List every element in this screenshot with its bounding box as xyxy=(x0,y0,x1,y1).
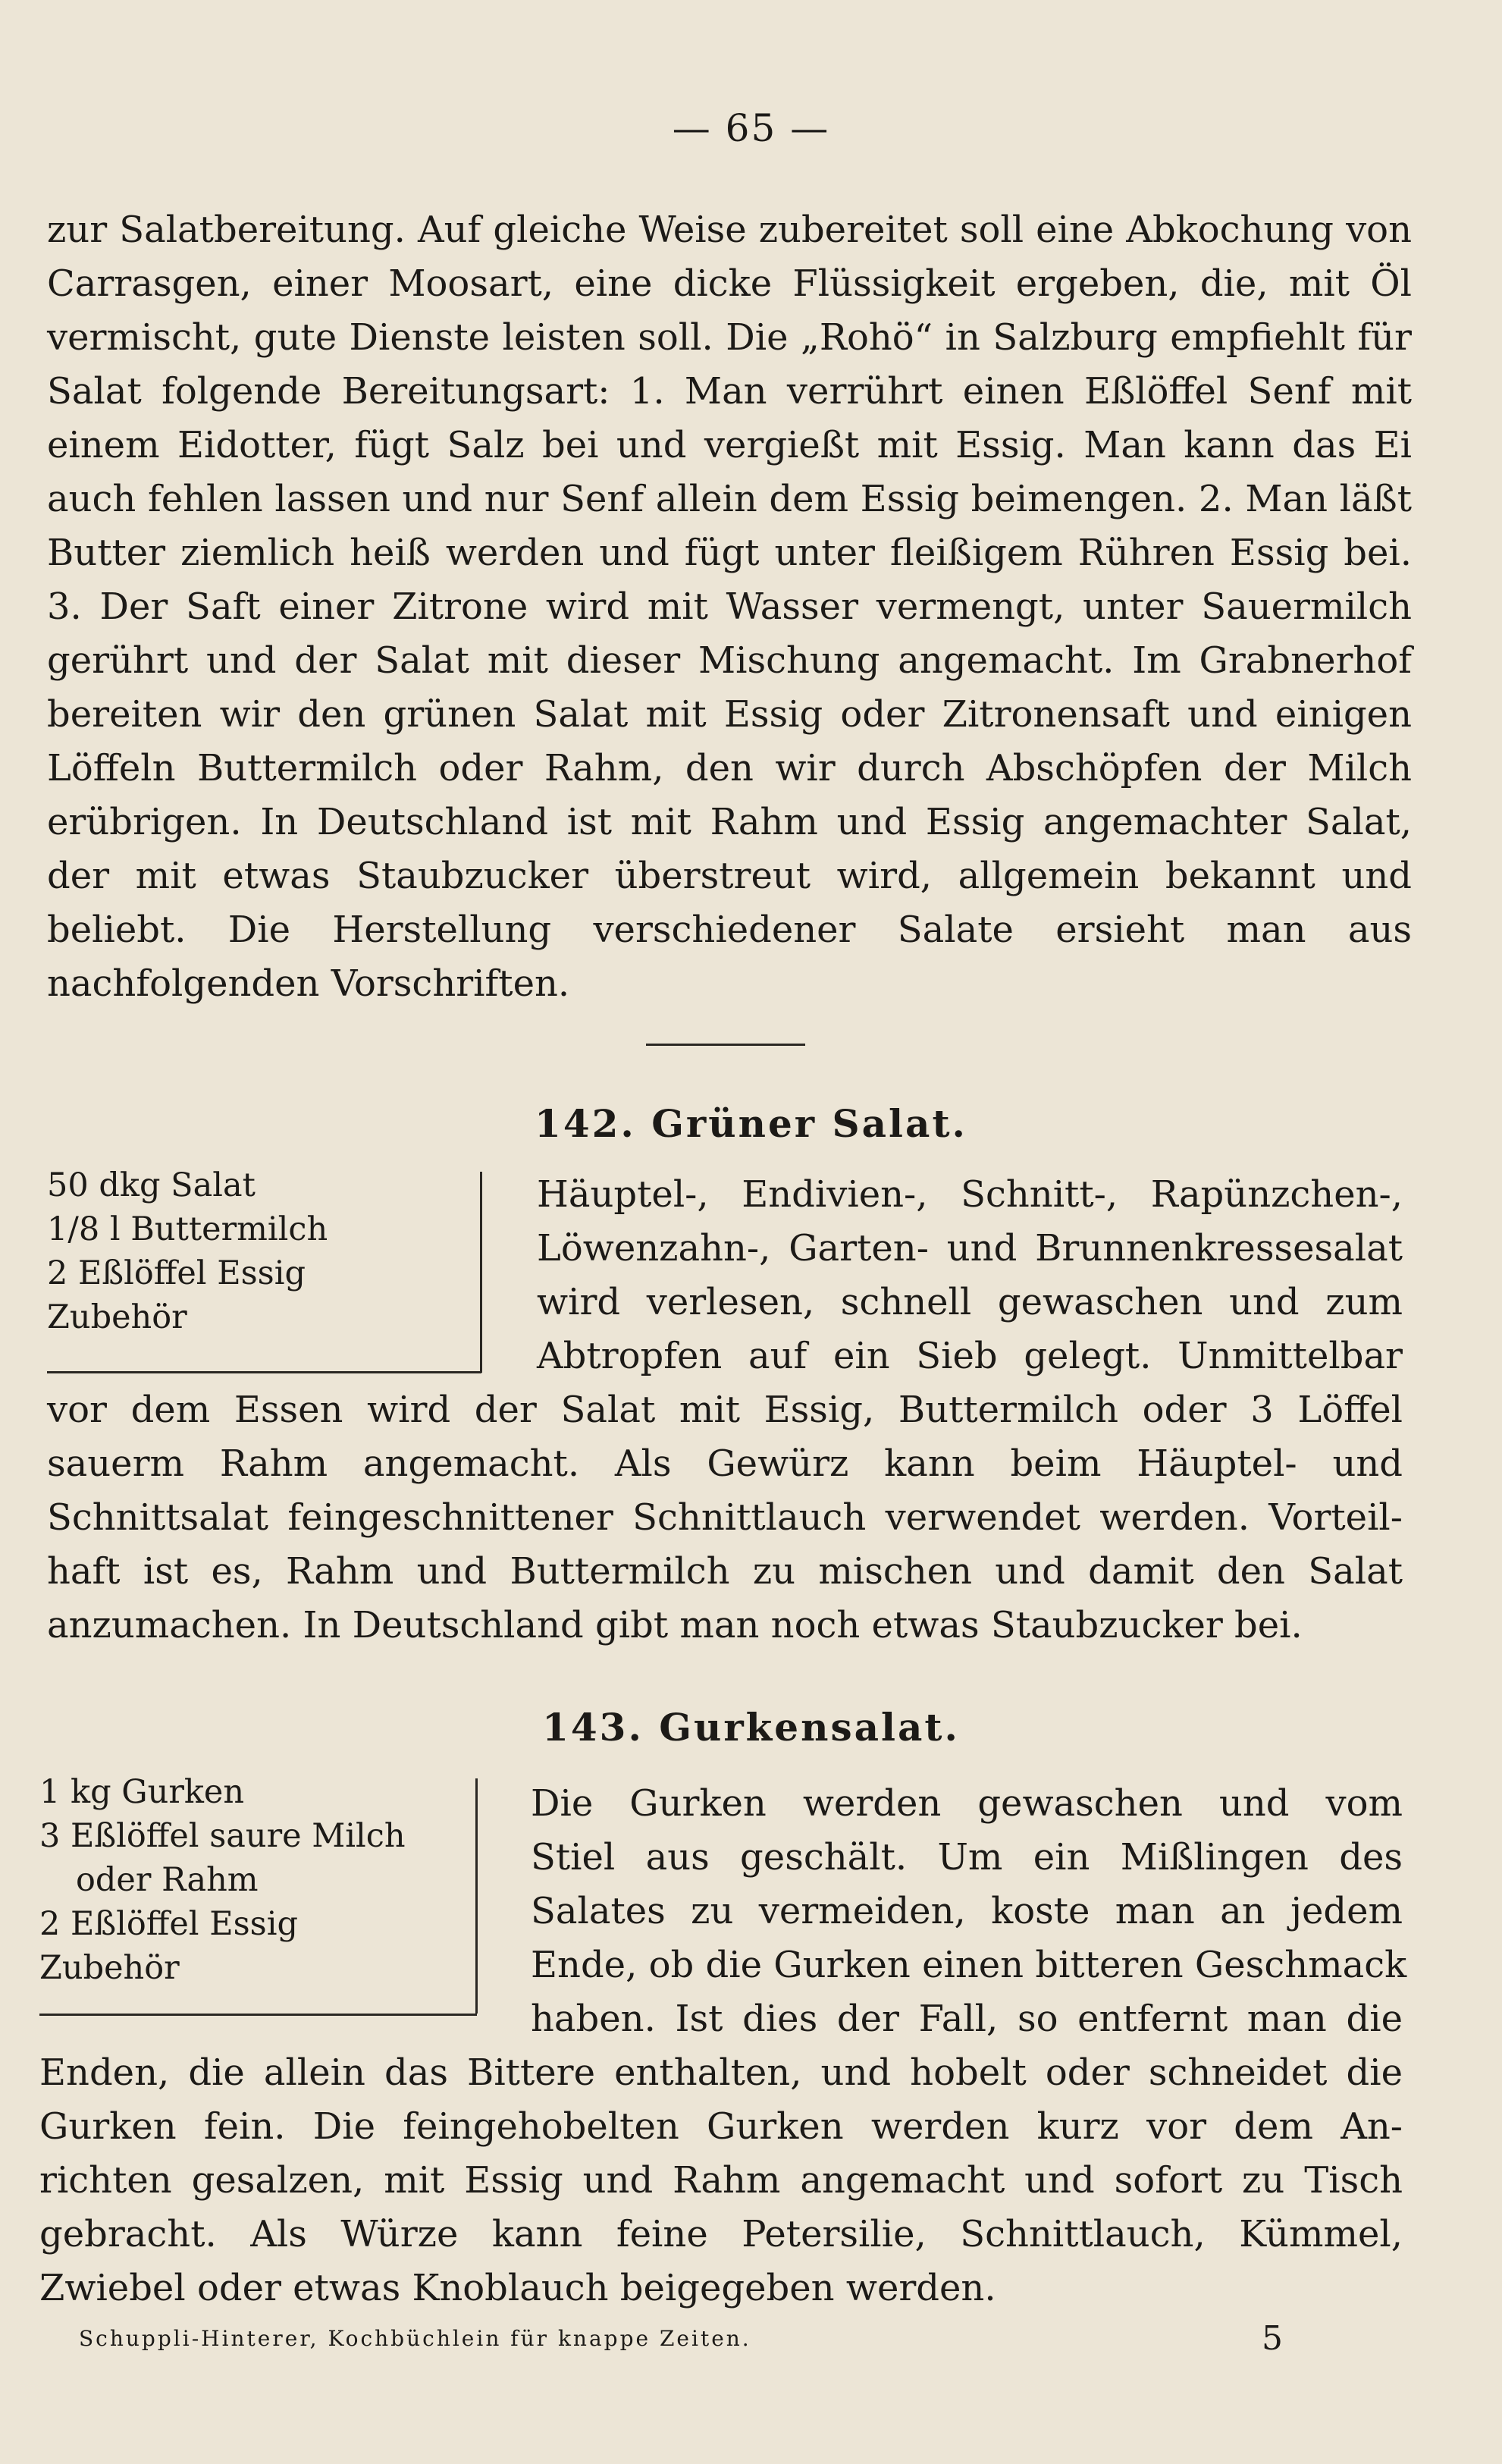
ingredient-box-rule-vertical xyxy=(475,1778,478,2014)
page-number: — 65 — xyxy=(672,106,830,150)
ingredient-item: 1/8 l Buttermilch xyxy=(47,1210,328,1248)
text-line: wird verlesen, schnell gewaschen und zum xyxy=(537,1281,1403,1323)
text-line: Die Gurken werden gewaschen und vom xyxy=(531,1782,1403,1825)
ingredient-item: 2 Eßlöffel Essig xyxy=(47,1254,306,1292)
ingredient-box-rule-horizontal xyxy=(47,1371,481,1373)
recipe-143-ingredients xyxy=(39,1770,406,1990)
ingredient-item: 1 kg Gurken xyxy=(39,1773,245,1811)
text-line: Stiel aus geschält. Um ein Mißlingen des xyxy=(531,1836,1403,1879)
text-line: Zwiebel oder etwas Knoblauch beigegeben werden. xyxy=(39,2267,996,2309)
ingredient-item: Zubehör xyxy=(39,1949,180,1987)
text-line: haben. Ist dies der Fall, so entfernt man die xyxy=(531,1998,1403,2040)
recipe-142-text-top xyxy=(537,1168,1403,1383)
signature-mark: 5 xyxy=(1262,2319,1283,2358)
ingredient-item: 3 Eßlöffel saure Milch xyxy=(39,1817,406,1855)
text-line: Ende, ob die Gurken einen bitteren Geschmack xyxy=(531,1944,1407,1986)
text-line: Gurken fein. Die feingehobelten Gurken werden kurz vor dem An- xyxy=(39,2105,1403,2148)
text-line: gebracht. Als Würze kann feine Petersilie, Schnittlauch, Kümmel, xyxy=(39,2213,1403,2255)
section-divider xyxy=(646,1044,805,1046)
recipe-142-ingredients xyxy=(47,1163,328,1339)
recipe-142-title: 142. Grüner Salat. xyxy=(535,1101,967,1146)
text-line: Abtropfen auf ein Sieb gelegt. Unmittelbar xyxy=(537,1335,1403,1377)
recipe-143-title: 143. Gurkensalat. xyxy=(542,1705,960,1750)
ingredient-item: Zubehör xyxy=(47,1298,187,1336)
text-line: Schnittsalat feingeschnittener Schnittlauch verwendet werden. Vorteil- xyxy=(47,1496,1403,1539)
ingredient-item: 50 dkg Salat xyxy=(47,1166,256,1204)
recipe-142-text-bottom xyxy=(47,1383,1403,1653)
ingredient-box-rule-horizontal xyxy=(39,2014,477,2016)
text-line: Löwenzahn-, Garten- und Brunnenkressesalat xyxy=(537,1227,1403,1270)
text-line: Enden, die allein das Bittere enthalten, und hobelt oder schneidet die xyxy=(39,2051,1403,2094)
text-line: Häuptel-, Endivien-, Schnitt-, Rapünzchen-, xyxy=(537,1173,1403,1216)
recipe-143-text-top xyxy=(531,1777,1407,2046)
text-line: sauerm Rahm angemacht. Als Gewürz kann beim Häuptel- und xyxy=(47,1442,1403,1485)
running-footer: Schuppli-Hinterer, Kochbüchlein für knappe Zeiten. xyxy=(79,2326,751,2351)
ingredient-item: oder Rahm xyxy=(76,1861,259,1899)
intro-paragraph: zur Salatbereitung. Auf gleiche Weise zubereitet soll eine Abkochung von Carrasgen, einer Moosart, eine dicke Flüssigkeit ergeben, die, mit Öl vermischt, gute Dienste leisten soll. Die „Rohö“ in Salzburg empfiehlt für Salat folgende Bereitungsart: 1. Man verrührt einen Eßlöffel Senf mit einem Eidotter, fügt Salz bei und vergießt mit Essig. Man kann das Ei auch fehlen lassen und nur Senf allein dem Essig beimengen. 2. Man läßt Butter ziemlich heiß werden und fügt unter fleißigem Rühren Essig bei. 3. Der Saft einer Zitrone wird mit Wasser vermengt, unter Sauermilch gerührt und der Salat mit dieser Mischung angemacht. Im Grabnerhof bereiten wir den grünen Salat mit Essig oder Zitronensaft und einigen Löffeln Buttermilch oder Rahm, den wir durch Abschöpfen der Milch erübrigen. In Deutschland ist mit Rahm und Essig angemachter Salat, der mit etwas Staubzucker überstreut wird, allgemein bekannt und beliebt. Die Herstellung verschiedener Salate ersieht man aus nachfolgenden Vorschriften. xyxy=(47,209,1412,1005)
text-line: haft ist es, Rahm und Buttermilch zu mischen und damit den Salat xyxy=(47,1550,1403,1593)
text-line: richten gesalzen, mit Essig und Rahm angemacht und sofort zu Tisch xyxy=(39,2159,1403,2202)
text-line: Salates zu vermeiden, koste man an jedem xyxy=(531,1890,1403,1932)
recipe-143-text-bottom xyxy=(39,2046,1403,2315)
text-line: anzumachen. In Deutschland gibt man noch etwas Staubzucker bei. xyxy=(47,1604,1303,1646)
ingredient-box-rule-vertical xyxy=(480,1172,482,1373)
text-line: vor dem Essen wird der Salat mit Essig, Buttermilch oder 3 Löffel xyxy=(47,1389,1403,1431)
ingredient-item: 2 Eßlöffel Essig xyxy=(39,1905,298,1943)
